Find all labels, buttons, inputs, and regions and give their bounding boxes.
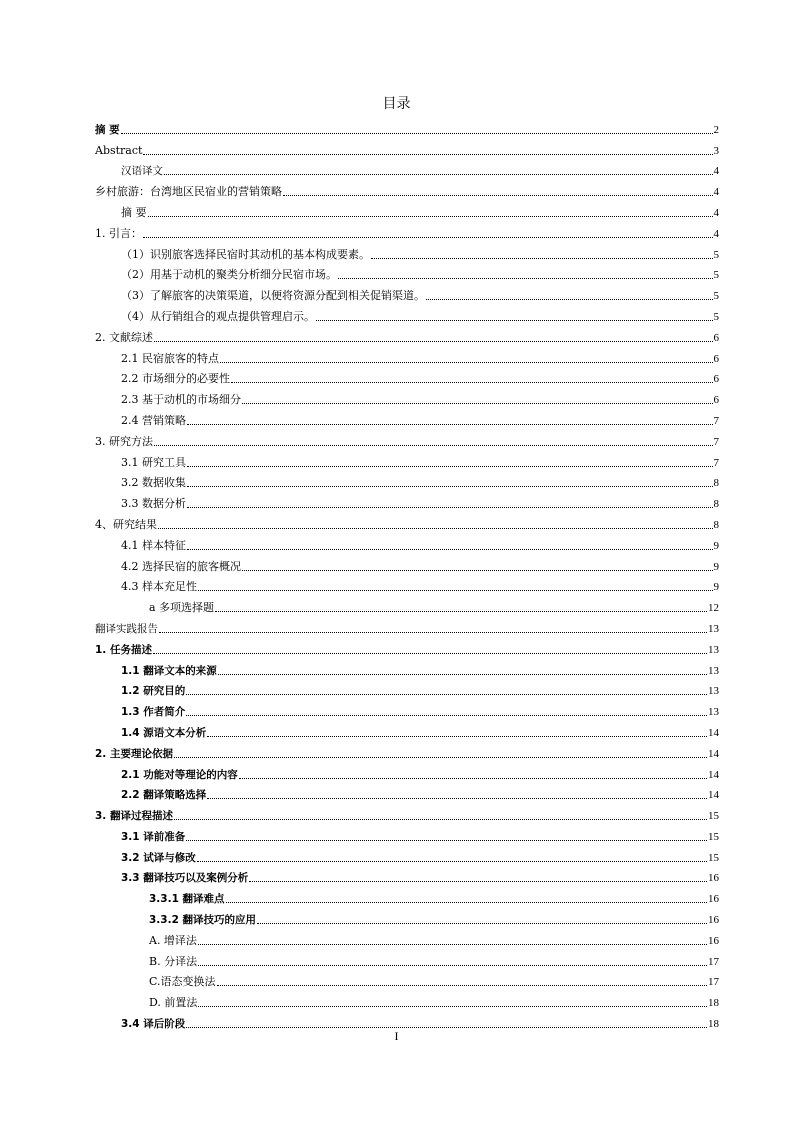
- toc-entry-label: 乡村旅游：台湾地区民宿业的营销策略: [95, 185, 282, 199]
- toc-entry-page: 4: [713, 206, 719, 219]
- toc-entry[interactable]: [95, 948, 719, 969]
- toc-entry-page: 3: [713, 144, 719, 157]
- toc-entry-page: 9: [713, 539, 719, 552]
- toc-entry-page: 16: [708, 934, 719, 947]
- dot-leader: [242, 570, 713, 571]
- toc-entry-page: 13: [708, 706, 719, 719]
- toc-entry[interactable]: [95, 262, 719, 283]
- toc-entry-page: 8: [713, 477, 719, 490]
- toc-entry[interactable]: [95, 1010, 719, 1031]
- toc-entry-page: 7: [713, 456, 719, 469]
- dot-leader: [215, 611, 707, 612]
- toc-entry[interactable]: [95, 969, 719, 990]
- toc-entry-page: 6: [713, 394, 719, 407]
- dot-leader: [226, 902, 707, 903]
- toc-entry-page: 15: [708, 851, 719, 864]
- toc-entry[interactable]: [95, 407, 719, 428]
- toc-entry[interactable]: [95, 802, 719, 823]
- toc-entry-label: 2.3 基于动机的市场细分: [121, 393, 241, 407]
- dot-leader: [283, 195, 713, 196]
- toc-entry-page: 13: [708, 622, 719, 635]
- toc-entry[interactable]: [95, 885, 719, 906]
- toc-entry-label: 3.3 数据分析: [121, 497, 186, 511]
- toc-entry-page: 5: [713, 290, 719, 303]
- dot-leader: [187, 486, 713, 487]
- toc-entry-page: 16: [708, 872, 719, 885]
- toc-entry-label: 2.4 营销策略: [121, 413, 186, 427]
- toc-entry[interactable]: [95, 594, 719, 615]
- toc-entry-label: 3.1 研究工具: [121, 455, 186, 469]
- toc-entry-label: 3.2 试译与修改: [121, 851, 196, 864]
- toc-entry[interactable]: [95, 574, 719, 595]
- toc-entry[interactable]: [95, 678, 719, 699]
- dot-leader: [338, 278, 713, 279]
- toc-entry-label: 1. 引言：: [95, 226, 142, 240]
- toc-entry-label: 3.1 译前准备: [121, 830, 186, 843]
- dot-leader: [148, 216, 713, 217]
- toc-entry-label: 3. 翻译过程描述: [95, 810, 173, 823]
- dot-leader: [187, 424, 713, 425]
- toc-entry-label: 3.3 翻译技巧以及案例分析: [121, 872, 249, 885]
- toc-entry[interactable]: [95, 553, 719, 574]
- toc-entry[interactable]: [95, 116, 719, 137]
- toc-entry-page: 14: [708, 768, 719, 781]
- toc-entry[interactable]: [95, 823, 719, 844]
- dot-leader: [198, 590, 713, 591]
- toc-entry[interactable]: [95, 158, 719, 179]
- toc-entry-label: Abstract: [95, 143, 143, 157]
- toc-entry-page: 7: [713, 414, 719, 427]
- dot-leader: [198, 965, 707, 966]
- toc-entry-page: 7: [713, 435, 719, 448]
- toc-entry[interactable]: [95, 178, 719, 199]
- dot-leader: [220, 362, 713, 363]
- toc-entry-label: D. 前置法: [149, 996, 198, 1010]
- toc-entry-label: 3. 研究方法: [95, 434, 153, 448]
- toc-entry[interactable]: [95, 324, 719, 345]
- toc-entry-page: 15: [708, 830, 719, 843]
- toc-entry-page: 18: [708, 1018, 719, 1031]
- dot-leader: [174, 757, 707, 758]
- toc-entry[interactable]: [95, 345, 719, 366]
- dot-leader: [186, 694, 707, 695]
- toc-entry-label: 3.2 数据收集: [121, 476, 186, 490]
- toc-entry-label: 1.4 源语文本分析: [121, 726, 207, 739]
- toc-entry-page: 14: [708, 747, 719, 760]
- toc-entry-label: 2.2 市场细分的必要性: [121, 372, 230, 386]
- toc-entry[interactable]: [95, 657, 719, 678]
- dot-leader: [187, 549, 713, 550]
- toc-entry-label: （1）识别旅客选择民宿时其动机的基本构成要素。: [121, 247, 370, 261]
- toc-entry-page: 13: [708, 664, 719, 677]
- dot-leader: [153, 653, 707, 654]
- toc-entry[interactable]: [95, 698, 719, 719]
- toc-entry-page: 5: [713, 310, 719, 323]
- toc-entry[interactable]: [95, 241, 719, 262]
- toc-entry-label: 4.1 样本特征: [121, 538, 186, 552]
- dot-leader: [239, 778, 707, 779]
- toc-entry-label: 汉语译文: [121, 165, 163, 178]
- toc-entry-label: 摘 要: [95, 123, 120, 136]
- toc-entry-label: 摘 要: [121, 205, 147, 219]
- dot-leader: [158, 528, 713, 529]
- toc-entry[interactable]: [95, 782, 719, 803]
- toc-entry-page: 6: [713, 331, 719, 344]
- toc-entry-page: 12: [708, 602, 719, 615]
- toc-entry[interactable]: [95, 906, 719, 927]
- toc-entry[interactable]: [95, 199, 719, 220]
- toc-entry-label: B. 分译法: [149, 954, 198, 968]
- toc-entry-page: 16: [708, 914, 719, 927]
- dot-leader: [249, 881, 707, 882]
- toc-entry-label: A. 增译法: [149, 933, 197, 947]
- dot-leader: [426, 299, 713, 300]
- toc-entry[interactable]: [95, 740, 719, 761]
- toc-entry[interactable]: [95, 927, 719, 948]
- toc-entry-page: 13: [708, 685, 719, 698]
- toc-entry[interactable]: [95, 137, 719, 158]
- toc-entry-label: 翻译实践报告: [95, 622, 158, 635]
- dot-leader: [174, 819, 707, 820]
- toc-entry-page: 4: [713, 227, 719, 240]
- dot-leader: [242, 403, 713, 404]
- dot-leader: [371, 258, 713, 259]
- toc-entry[interactable]: [95, 303, 719, 324]
- toc-entry-label: C.语态变换法: [149, 975, 216, 989]
- dot-leader: [164, 174, 713, 175]
- toc-entry-page: 5: [713, 248, 719, 261]
- toc-entry-page: 14: [708, 726, 719, 739]
- toc-entry[interactable]: [95, 366, 719, 387]
- toc-title: 目录: [382, 96, 411, 112]
- toc-entry[interactable]: [95, 428, 719, 449]
- toc-entry[interactable]: [95, 470, 719, 491]
- toc-entry-label: （2）用基于动机的聚类分析细分民宿市场。: [121, 268, 337, 282]
- toc-entry-page: 2: [713, 123, 719, 136]
- table-of-contents: [95, 116, 719, 1031]
- toc-entry[interactable]: [95, 989, 719, 1010]
- dot-leader: [143, 154, 712, 155]
- toc-entry-page: 4: [713, 186, 719, 199]
- toc-entry[interactable]: [95, 636, 719, 657]
- dot-leader: [217, 985, 707, 986]
- page-number: I: [394, 1029, 399, 1043]
- toc-entry-page: 6: [713, 352, 719, 365]
- dot-leader: [257, 923, 707, 924]
- toc-entry-page: 17: [708, 955, 719, 968]
- toc-entry-label: 1.2 研究目的: [121, 685, 186, 698]
- toc-entry-label: 2. 主要理论依据: [95, 747, 173, 760]
- toc-entry-page: 18: [708, 997, 719, 1010]
- toc-entry[interactable]: [95, 490, 719, 511]
- toc-entry-label: 2.2 翻译策略选择: [121, 789, 207, 802]
- dot-leader: [187, 507, 713, 508]
- dot-leader: [218, 674, 707, 675]
- toc-entry[interactable]: [95, 761, 719, 782]
- toc-entry-page: 13: [708, 643, 719, 656]
- toc-entry-label: 1.3 作者简介: [121, 706, 186, 719]
- dot-leader: [121, 133, 713, 134]
- toc-entry-page: 14: [708, 789, 719, 802]
- dot-leader: [198, 944, 707, 945]
- toc-entry-page: 16: [708, 893, 719, 906]
- toc-entry-label: 4.2 选择民宿的旅客概况: [121, 559, 241, 573]
- toc-entry-page: 8: [713, 518, 719, 531]
- dot-leader: [186, 840, 707, 841]
- dot-leader: [197, 861, 707, 862]
- toc-entry[interactable]: [95, 719, 719, 740]
- dot-leader: [186, 715, 707, 716]
- toc-entry-page: 5: [713, 269, 719, 282]
- dot-leader: [159, 632, 707, 633]
- dot-leader: [154, 341, 713, 342]
- toc-entry-label: 2. 文献综述: [95, 330, 153, 344]
- toc-entry[interactable]: [95, 511, 719, 532]
- toc-entry-label: 3.4 译后阶段: [121, 1018, 186, 1031]
- toc-entry-page: 15: [708, 810, 719, 823]
- toc-entry[interactable]: [95, 449, 719, 470]
- toc-entry-label: 1. 任务描述: [95, 643, 152, 656]
- toc-entry-label: 2.1 功能对等理论的内容: [121, 768, 238, 781]
- toc-entry-label: 2.1 民宿旅客的特点: [121, 351, 219, 365]
- toc-entry[interactable]: [95, 386, 719, 407]
- dot-leader: [231, 382, 713, 383]
- toc-entry-label: （3）了解旅客的决策渠道，以便将资源分配到相关促销渠道。: [121, 289, 425, 303]
- dot-leader: [143, 237, 713, 238]
- toc-entry-page: 9: [713, 560, 719, 573]
- dot-leader: [316, 320, 713, 321]
- dot-leader: [198, 1006, 707, 1007]
- toc-entry-label: 3.3.1 翻译难点: [149, 893, 225, 906]
- toc-entry[interactable]: [95, 282, 719, 303]
- toc-entry[interactable]: [95, 615, 719, 636]
- dot-leader: [207, 736, 707, 737]
- toc-entry-label: a 多项选择题: [149, 601, 215, 615]
- dot-leader: [207, 798, 707, 799]
- dot-leader: [187, 466, 713, 467]
- toc-entry[interactable]: [95, 865, 719, 886]
- toc-entry[interactable]: [95, 220, 719, 241]
- toc-entry-label: 3.3.2 翻译技巧的应用: [149, 914, 257, 927]
- toc-entry-page: 8: [713, 498, 719, 511]
- toc-entry-label: （4）从行销组合的观点提供管理启示。: [121, 309, 315, 323]
- toc-entry-label: 4、研究结果: [95, 517, 157, 531]
- toc-entry-page: 4: [713, 165, 719, 178]
- toc-entry[interactable]: [95, 532, 719, 553]
- toc-entry-page: 6: [713, 373, 719, 386]
- toc-entry-page: 17: [708, 976, 719, 989]
- toc-entry-label: 1.1 翻译文本的来源: [121, 664, 217, 677]
- dot-leader: [186, 1027, 707, 1028]
- toc-entry-label: 4.3 样本充足性: [121, 580, 197, 594]
- dot-leader: [154, 445, 713, 446]
- toc-entry[interactable]: [95, 844, 719, 865]
- toc-entry-page: 9: [713, 581, 719, 594]
